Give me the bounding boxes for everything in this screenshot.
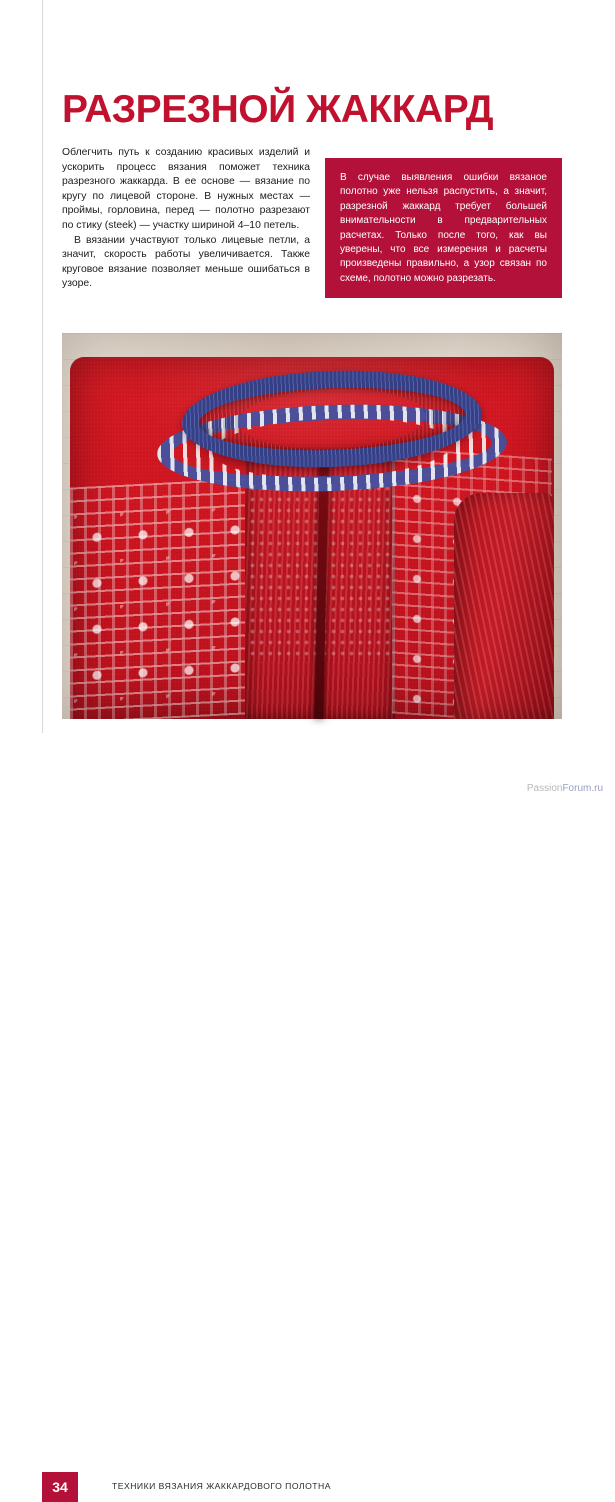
left-margin-rule <box>42 0 43 733</box>
running-head: ТЕХНИКИ ВЯЗАНИЯ ЖАККАРДОВОГО ПОЛОТНА <box>112 1481 331 1491</box>
photo-content <box>62 333 562 719</box>
intro-paragraph-1: Облегчить путь к созданию красивых изделий и ускорить процесс вязания поможет техника разрезного жаккарда. В ее основе — вязание по кругу по лицевой стороне. В нужных местах — проймы, горловина, перед — полотно разрезают по стику (steek) — участку шириной 4–10 петель. <box>62 147 310 231</box>
right-sleeve <box>454 493 554 719</box>
watermark-prefix: Passion <box>526 783 563 794</box>
page-number: 34 <box>42 1472 78 1502</box>
sleeve-rib-texture <box>454 493 554 719</box>
jacquard-diamond-motif <box>74 507 244 716</box>
page-title: РАЗРЕЗНОЙ ЖАККАРД <box>62 88 494 132</box>
callout-box <box>325 158 562 298</box>
garment-photo <box>62 333 562 719</box>
callout-text: В случае выявления ошибки вязаное полотно уже нельзя распустить, а значит, разрезной жаккард требует большей внимательности в предварительных расчетах. Только после того, как вы уверены, что все измерения и расчеты произведены правильно, а узор связан по схеме, полотно можно разрезать. <box>340 172 547 284</box>
collar-group <box>182 371 482 467</box>
intro-paragraph-2: В вязании участвуют только лицевые петли, а значит, скорость работы увеличивается. Также круговое вязание позволяет меньше ошибаться в узоре. <box>62 234 310 290</box>
site-watermark <box>527 783 603 794</box>
footer <box>0 733 615 1495</box>
collar-rib-texture <box>180 366 483 472</box>
watermark-suffix: Forum.ru <box>562 783 603 794</box>
intro-text-column <box>62 146 310 292</box>
